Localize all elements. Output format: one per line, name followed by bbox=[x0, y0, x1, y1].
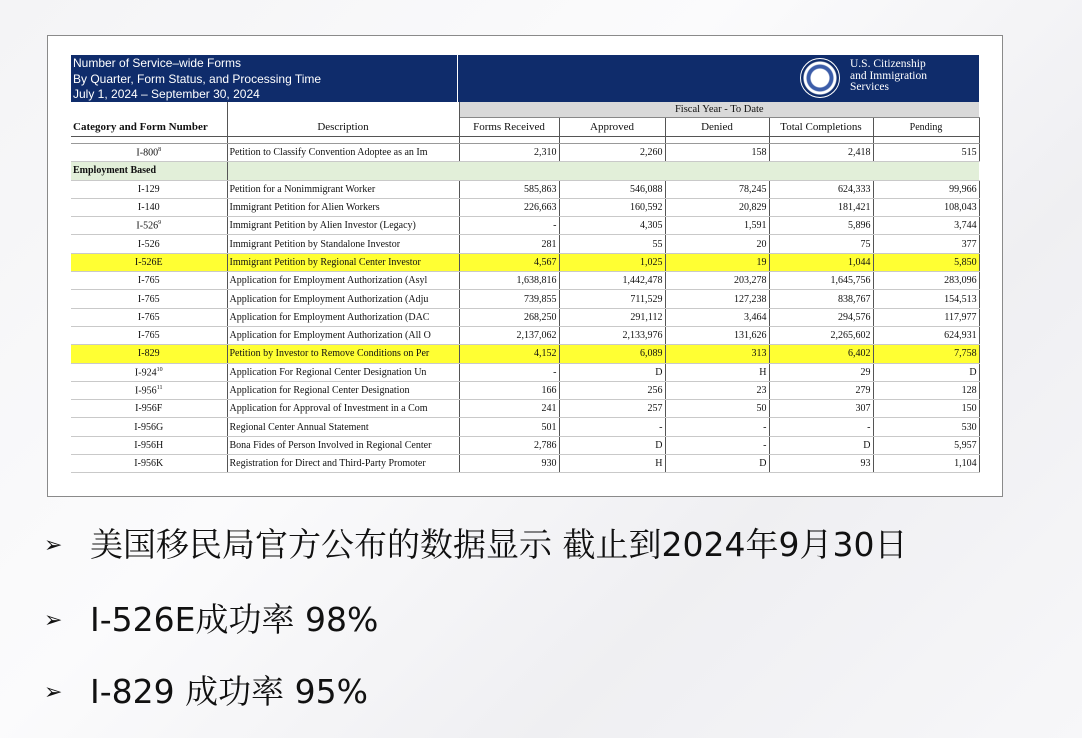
description-cell: Application for Employment Authorization (All O bbox=[227, 326, 459, 344]
col-category: Category and Form Number bbox=[71, 118, 227, 137]
table-row bbox=[71, 436, 979, 454]
approved-cell: D bbox=[559, 363, 665, 381]
description-cell: Immigrant Petition by Regional Center Investor bbox=[227, 253, 459, 271]
pending-cell: 1,104 bbox=[873, 455, 979, 473]
received-cell: 241 bbox=[459, 400, 559, 418]
received-cell: 585,863 bbox=[459, 180, 559, 198]
form-number-cell bbox=[71, 418, 227, 436]
pending-cell: 117,977 bbox=[873, 308, 979, 326]
col-approved: Approved bbox=[559, 118, 665, 137]
report-title-block bbox=[71, 55, 457, 102]
received-cell: 739,855 bbox=[459, 290, 559, 308]
bullet-text: I-526E成功率 98% bbox=[90, 600, 379, 639]
denied-cell: 19 bbox=[665, 253, 769, 271]
description-cell: Application for Employment Authorization (DAC bbox=[227, 308, 459, 326]
approved-cell: 55 bbox=[559, 235, 665, 253]
table-row bbox=[71, 253, 979, 271]
completions-cell: 29 bbox=[769, 363, 873, 381]
fiscal-year-header-row bbox=[71, 102, 979, 118]
approved-cell: H bbox=[559, 455, 665, 473]
table-row bbox=[71, 381, 979, 399]
form-number-cell bbox=[71, 144, 227, 162]
pending-cell: 99,966 bbox=[873, 180, 979, 198]
approved-cell: 291,112 bbox=[559, 308, 665, 326]
completions-cell: D bbox=[769, 436, 873, 454]
agency-banner bbox=[458, 55, 979, 102]
form-number-cell bbox=[71, 363, 227, 381]
agency-line-1: U.S. Citizenship bbox=[850, 58, 926, 70]
approved-cell: 257 bbox=[559, 400, 665, 418]
received-cell: 1,638,816 bbox=[459, 272, 559, 290]
pending-cell: 108,043 bbox=[873, 198, 979, 216]
form-number-cell bbox=[71, 308, 227, 326]
denied-cell: 1,591 bbox=[665, 217, 769, 235]
form-number: I-765 bbox=[137, 311, 160, 323]
arrow-bullet-icon: ➢ bbox=[44, 680, 63, 705]
approved-cell: D bbox=[559, 436, 665, 454]
received-cell: - bbox=[459, 217, 559, 235]
table-row bbox=[71, 400, 979, 418]
denied-cell: 131,626 bbox=[665, 326, 769, 344]
table-row bbox=[71, 272, 979, 290]
completions-cell: 294,576 bbox=[769, 308, 873, 326]
bullet-text: I-829 成功率 95% bbox=[90, 672, 368, 711]
description-cell: Regional Center Annual Statement bbox=[227, 418, 459, 436]
description-cell: Application For Regional Center Designation Un bbox=[227, 363, 459, 381]
col-pending: Pending bbox=[873, 118, 979, 137]
denied-cell: 313 bbox=[665, 345, 769, 363]
completions-cell: 5,896 bbox=[769, 217, 873, 235]
received-cell: 501 bbox=[459, 418, 559, 436]
pending-cell: 3,744 bbox=[873, 217, 979, 235]
table-row bbox=[71, 235, 979, 253]
column-header-row bbox=[71, 118, 979, 137]
report-card bbox=[47, 35, 1003, 497]
form-number: I-956 bbox=[135, 385, 157, 397]
description-cell: Registration for Direct and Third-Party Promoter bbox=[227, 455, 459, 473]
form-number: I-526 bbox=[136, 220, 159, 232]
denied-cell: H bbox=[665, 363, 769, 381]
denied-cell: D bbox=[665, 455, 769, 473]
form-number: I-765 bbox=[137, 330, 160, 342]
completions-cell: 624,333 bbox=[769, 180, 873, 198]
table-row bbox=[71, 363, 979, 381]
description-cell: Bona Fides of Person Involved in Regional Center bbox=[227, 436, 459, 454]
completions-cell: 838,767 bbox=[769, 290, 873, 308]
denied-cell: - bbox=[665, 418, 769, 436]
uscis-seal-icon bbox=[800, 58, 840, 98]
received-cell: - bbox=[459, 363, 559, 381]
form-number: I-829 bbox=[137, 348, 160, 360]
received-cell: 2,137,062 bbox=[459, 326, 559, 344]
received-cell: 226,663 bbox=[459, 198, 559, 216]
report-title-line-3: July 1, 2024 – September 30, 2024 bbox=[73, 87, 260, 101]
approved-cell: - bbox=[559, 418, 665, 436]
completions-cell: 1,645,756 bbox=[769, 272, 873, 290]
form-number: I-956H bbox=[134, 439, 164, 451]
completions-cell: - bbox=[769, 418, 873, 436]
pending-cell: 5,850 bbox=[873, 253, 979, 271]
pending-cell: 283,096 bbox=[873, 272, 979, 290]
approved-cell: 160,592 bbox=[559, 198, 665, 216]
approved-cell: 2,133,976 bbox=[559, 326, 665, 344]
description-cell: Immigrant Petition by Standalone Investor bbox=[227, 235, 459, 253]
approved-cell: 6,089 bbox=[559, 345, 665, 363]
description-cell: Petition for a Nonimmigrant Worker bbox=[227, 180, 459, 198]
received-cell: 281 bbox=[459, 235, 559, 253]
received-cell: 930 bbox=[459, 455, 559, 473]
completions-cell: 75 bbox=[769, 235, 873, 253]
form-number-cell bbox=[71, 272, 227, 290]
description-cell: Petition to Classify Convention Adoptee as an Im bbox=[227, 144, 459, 162]
pending-cell: 5,957 bbox=[873, 436, 979, 454]
table-row bbox=[71, 455, 979, 473]
form-number: I-800 bbox=[136, 147, 159, 159]
denied-cell: 20,829 bbox=[665, 198, 769, 216]
pending-cell: 150 bbox=[873, 400, 979, 418]
denied-cell: 50 bbox=[665, 400, 769, 418]
forms-table bbox=[71, 102, 980, 473]
section-row bbox=[71, 162, 979, 180]
pending-cell: 530 bbox=[873, 418, 979, 436]
report-title-line-2: By Quarter, Form Status, and Processing Time bbox=[73, 71, 322, 86]
form-number: I-140 bbox=[137, 202, 160, 214]
arrow-bullet-icon: ➢ bbox=[44, 608, 63, 633]
denied-cell: 78,245 bbox=[665, 180, 769, 198]
table-row bbox=[71, 308, 979, 326]
form-number: I-765 bbox=[137, 293, 160, 305]
completions-cell: 181,421 bbox=[769, 198, 873, 216]
completions-cell: 279 bbox=[769, 381, 873, 399]
form-number-cell bbox=[71, 180, 227, 198]
denied-cell: 203,278 bbox=[665, 272, 769, 290]
received-cell: 4,567 bbox=[459, 253, 559, 271]
table-row bbox=[71, 345, 979, 363]
section-label: Employment Based bbox=[71, 162, 227, 180]
agency-name bbox=[850, 59, 927, 94]
footnote-marker: 9 bbox=[158, 220, 162, 227]
footnote-marker: 10 bbox=[156, 366, 163, 373]
form-number: I-526E bbox=[134, 256, 163, 268]
form-number-cell bbox=[71, 290, 227, 308]
table-row bbox=[71, 217, 979, 235]
form-number-cell bbox=[71, 400, 227, 418]
approved-cell: 1,442,478 bbox=[559, 272, 665, 290]
completions-cell: 2,418 bbox=[769, 144, 873, 162]
description-cell: Petition by Investor to Remove Conditions on Per bbox=[227, 345, 459, 363]
pending-cell: 154,513 bbox=[873, 290, 979, 308]
arrow-bullet-icon: ➢ bbox=[44, 533, 63, 558]
form-number-cell bbox=[71, 326, 227, 344]
approved-cell: 546,088 bbox=[559, 180, 665, 198]
pending-cell: D bbox=[873, 363, 979, 381]
denied-cell: 127,238 bbox=[665, 290, 769, 308]
form-number: I-956K bbox=[134, 458, 164, 470]
report-title-line-1: Number of Service–wide Forms bbox=[73, 56, 242, 70]
pending-cell: 7,758 bbox=[873, 345, 979, 363]
form-number: I-924 bbox=[134, 366, 157, 378]
table-row bbox=[71, 198, 979, 216]
table-row bbox=[71, 326, 979, 344]
description-cell: Application for Approval of Investment in a Com bbox=[227, 400, 459, 418]
received-cell: 4,152 bbox=[459, 345, 559, 363]
bullet-item bbox=[44, 672, 368, 713]
bullet-text: 美国移民局官方公布的数据显示 截止到2024年9月30日 bbox=[90, 525, 908, 564]
description-cell: Immigrant Petition for Alien Workers bbox=[227, 198, 459, 216]
received-cell: 268,250 bbox=[459, 308, 559, 326]
form-number-cell bbox=[71, 235, 227, 253]
col-denied: Denied bbox=[665, 118, 769, 137]
completions-cell: 93 bbox=[769, 455, 873, 473]
pending-cell: 128 bbox=[873, 381, 979, 399]
form-number: I-765 bbox=[137, 275, 160, 287]
table-row bbox=[71, 180, 979, 198]
completions-cell: 2,265,602 bbox=[769, 326, 873, 344]
col-completions: Total Completions bbox=[769, 118, 873, 137]
footnote-marker: 8 bbox=[158, 146, 162, 153]
header-spacer-row bbox=[71, 137, 979, 144]
description-cell: Immigrant Petition by Alien Investor (Legacy) bbox=[227, 217, 459, 235]
table-row bbox=[71, 144, 979, 162]
completions-cell: 6,402 bbox=[769, 345, 873, 363]
approved-cell: 711,529 bbox=[559, 290, 665, 308]
form-number-cell bbox=[71, 253, 227, 271]
pending-cell: 515 bbox=[873, 144, 979, 162]
form-number-cell bbox=[71, 198, 227, 216]
completions-cell: 1,044 bbox=[769, 253, 873, 271]
denied-cell: - bbox=[665, 436, 769, 454]
table-row bbox=[71, 290, 979, 308]
form-number-cell bbox=[71, 381, 227, 399]
bullet-item bbox=[44, 525, 907, 566]
form-number-cell bbox=[71, 217, 227, 235]
approved-cell: 1,025 bbox=[559, 253, 665, 271]
approved-cell: 256 bbox=[559, 381, 665, 399]
approved-cell: 2,260 bbox=[559, 144, 665, 162]
description-cell: Application for Regional Center Designation bbox=[227, 381, 459, 399]
form-number: I-956G bbox=[134, 421, 164, 433]
form-number: I-956F bbox=[135, 403, 163, 415]
description-cell: Application for Employment Authorization (Adju bbox=[227, 290, 459, 308]
form-number: I-526 bbox=[137, 238, 160, 250]
denied-cell: 23 bbox=[665, 381, 769, 399]
form-number-cell bbox=[71, 345, 227, 363]
col-received: Forms Received bbox=[459, 118, 559, 137]
form-number: I-129 bbox=[137, 183, 160, 195]
fiscal-year-label: Fiscal Year - To Date bbox=[459, 102, 979, 118]
received-cell: 2,786 bbox=[459, 436, 559, 454]
agency-line-3: Services bbox=[850, 81, 889, 93]
completions-cell: 307 bbox=[769, 400, 873, 418]
pending-cell: 624,931 bbox=[873, 326, 979, 344]
pending-cell: 377 bbox=[873, 235, 979, 253]
approved-cell: 4,305 bbox=[559, 217, 665, 235]
denied-cell: 3,464 bbox=[665, 308, 769, 326]
denied-cell: 20 bbox=[665, 235, 769, 253]
bullet-item bbox=[44, 600, 378, 641]
denied-cell: 158 bbox=[665, 144, 769, 162]
table-row bbox=[71, 418, 979, 436]
description-cell: Application for Employment Authorization (Asyl bbox=[227, 272, 459, 290]
received-cell: 2,310 bbox=[459, 144, 559, 162]
form-number-cell bbox=[71, 455, 227, 473]
received-cell: 166 bbox=[459, 381, 559, 399]
col-description: Description bbox=[227, 118, 459, 137]
form-number-cell bbox=[71, 436, 227, 454]
footnote-marker: 11 bbox=[156, 384, 163, 391]
agency-line-2: and Immigration bbox=[850, 69, 927, 82]
